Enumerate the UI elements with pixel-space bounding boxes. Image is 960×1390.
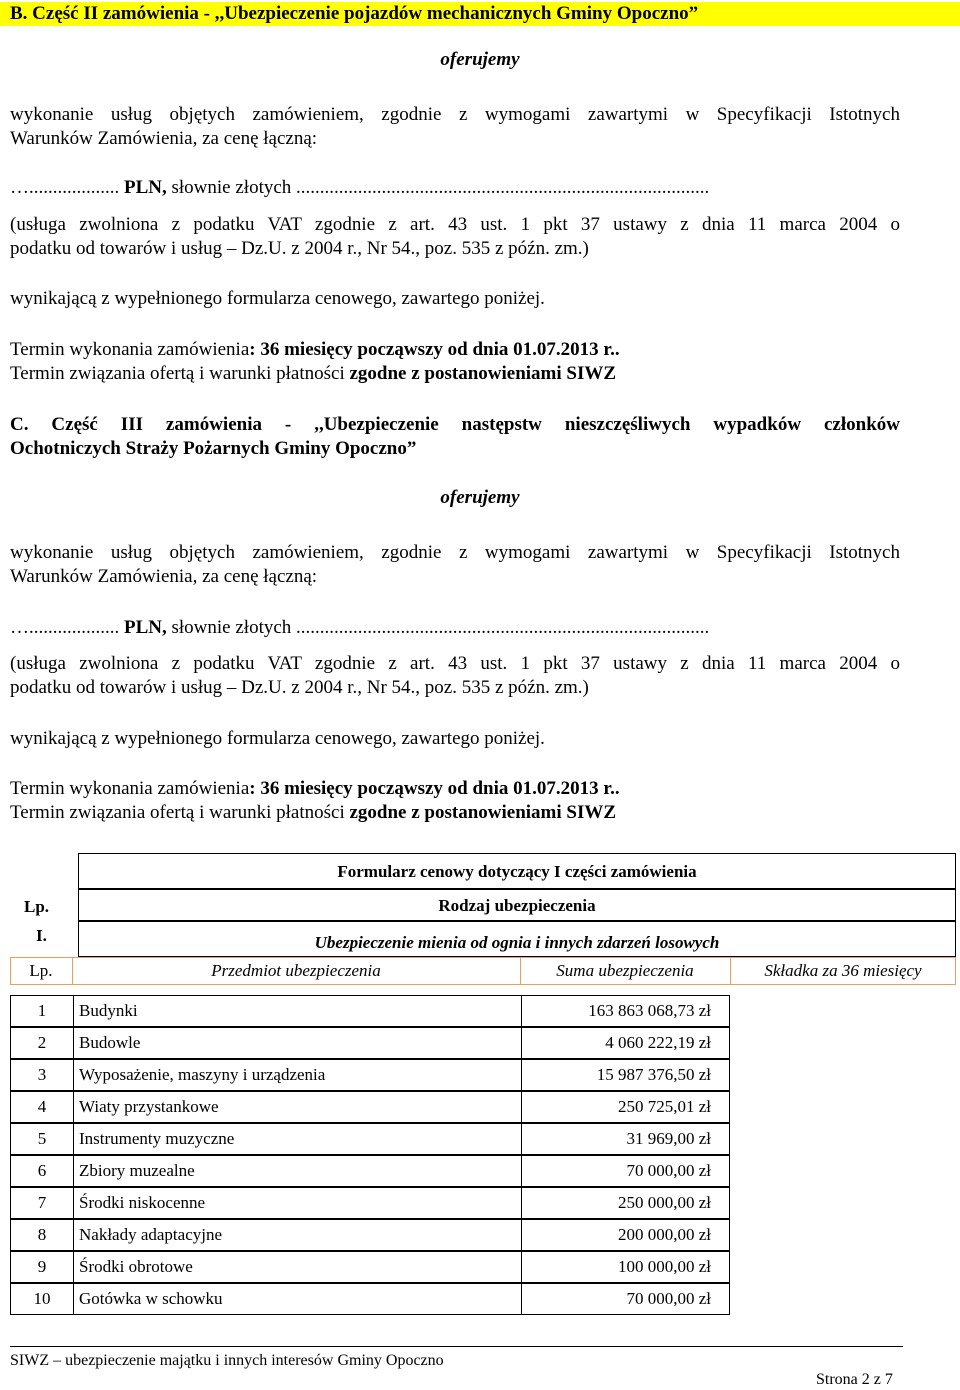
form-section-num: I.: [36, 926, 47, 945]
price-words: słownie złotych .......................................................................................: [166, 617, 710, 638]
footer-rule: [10, 1346, 903, 1347]
section-b-line2: Warunków Zamówienia, za cenę łączną:: [10, 128, 318, 149]
section-b-term-bind: [10, 362, 616, 386]
section-b-vat-line2: podatku od towarów i usług – Dz.U. z 2004 r., Nr 54., poz. 535 z późn. zm.): [10, 238, 589, 259]
cell-divider: [521, 1124, 522, 1154]
row-subject: Zbiory muzealne: [79, 1161, 195, 1180]
table-row: [10, 1283, 730, 1315]
row-subject: Wiaty przystankowe: [79, 1097, 219, 1116]
table-row: [10, 1059, 730, 1091]
section-b-term-exec: [10, 338, 620, 362]
row-number: 2: [11, 1028, 74, 1058]
cell-divider: [521, 1092, 522, 1122]
row-subject: Instrumenty muzyczne: [79, 1129, 235, 1148]
col-premium: Składka za 36 miesięcy: [764, 961, 922, 980]
row-subject: Wyposażenie, maszyny i urządzenia: [79, 1065, 326, 1084]
row-sum: 200 000,00 zł: [617, 1225, 711, 1244]
section-b-line1: wykonanie usług objętych zamówieniem, zgodnie z wymogami zawartymi w Specyfikacji Istotnych: [10, 104, 900, 125]
section-b-price: [10, 176, 709, 200]
row-subject: Gotówka w schowku: [79, 1289, 223, 1308]
section-b-offer: oferujemy: [440, 49, 520, 70]
row-subject: Budynki: [79, 1001, 138, 1020]
row-subject: Budowle: [79, 1033, 141, 1052]
cell-divider: [521, 1060, 522, 1090]
row-subject: Środki obrotowe: [79, 1257, 193, 1276]
term-bind-label: Termin związania ofertą i warunki płatności: [10, 363, 350, 384]
col-lp: Lp.: [29, 961, 53, 980]
section-c-vat-line2: podatku od towarów i usług – Dz.U. z 2004 r., Nr 54., poz. 535 z późn. zm.): [10, 677, 589, 698]
row-number: 10: [11, 1284, 74, 1314]
row-subject: Środki niskocenne: [79, 1193, 206, 1212]
form-title: Formularz cenowy dotyczący I części zamówienia: [337, 862, 697, 881]
section-c-line2: Warunków Zamówienia, za cenę łączną:: [10, 566, 318, 587]
row-number: 6: [11, 1156, 74, 1186]
section-b-vat-line1: (usługa zwolniona z podatku VAT zgodnie z art. 43 ust. 1 pkt 37 ustawy z dnia 11 marca 2004 o: [10, 214, 900, 235]
row-number: 8: [11, 1220, 74, 1250]
term-exec-label: Termin wykonania zamówienia: [10, 778, 250, 799]
form-section-name: Ubezpieczenie mienia od ognia i innych zdarzeń losowych: [314, 933, 720, 952]
table-row: [10, 1091, 730, 1123]
section-c-term-bind: [10, 801, 616, 825]
footer-text: SIWZ – ubezpieczenie majątku i innych interesów Gminy Opoczno: [10, 1352, 444, 1369]
price-prefix: …...................: [10, 617, 120, 638]
section-c-price: [10, 616, 709, 640]
cell-divider: [521, 1220, 522, 1250]
term-bind-value: zgodne z postanowieniami SIWZ: [349, 802, 617, 823]
table-row: [10, 1251, 730, 1283]
section-b-heading: B. Część II zamówienia - ,,Ubezpieczenie pojazdów mechanicznych Gminy Opoczno”: [0, 2, 960, 26]
row-sum: 15 987 376,50 zł: [596, 1065, 711, 1084]
section-c-line1: wykonanie usług objętych zamówieniem, zgodnie z wymogami zawartymi w Specyfikacji Istotnych: [10, 542, 900, 563]
col-sum: Suma ubezpieczenia: [556, 961, 694, 980]
row-number: 9: [11, 1252, 74, 1282]
table-row: [10, 1219, 730, 1251]
row-sum: 250 000,00 zł: [617, 1193, 711, 1212]
cell-divider: [521, 1028, 522, 1058]
term-exec-label: Termin wykonania zamówienia: [10, 339, 250, 360]
table-row: [10, 1027, 730, 1059]
row-sum: 100 000,00 zł: [617, 1257, 711, 1276]
table-row: [10, 995, 730, 1027]
table-row: [10, 1155, 730, 1187]
table-row: [10, 1187, 730, 1219]
row-sum: 70 000,00 zł: [626, 1161, 711, 1180]
table-row: [10, 1123, 730, 1155]
row-number: 4: [11, 1092, 74, 1122]
cell-divider: [521, 1252, 522, 1282]
row-number: 3: [11, 1060, 74, 1090]
section-c-heading-line1: C. Część III zamówienia - ,,Ubezpieczenie następstw nieszczęśliwych wypadków członków: [10, 414, 900, 435]
cell-divider: [521, 1188, 522, 1218]
price-pln: PLN,: [124, 617, 167, 638]
row-sum: 70 000,00 zł: [626, 1289, 711, 1308]
row-sum: 31 969,00 zł: [626, 1129, 711, 1148]
section-c-heading-line2: Ochotniczych Straży Pożarnych Gminy Opoczno”: [10, 438, 417, 459]
price-prefix: …...................: [10, 177, 120, 198]
term-bind-label: Termin związania ofertą i warunki płatności: [10, 802, 350, 823]
row-number: 5: [11, 1124, 74, 1154]
row-sum: 163 863 068,73 zł: [588, 1001, 711, 1020]
row-sum: 4 060 222,19 zł: [605, 1033, 711, 1052]
form-lp-header: Lp.: [24, 897, 50, 916]
section-c-offer: oferujemy: [440, 487, 520, 508]
page-number: Strona 2 z 7: [816, 1371, 893, 1388]
cell-divider: [521, 1284, 522, 1314]
term-exec-value: : 36 miesięcy począwszy od dnia 01.07.2013 r..: [249, 778, 620, 799]
row-number: 7: [11, 1188, 74, 1218]
section-c-resulting: wynikającą z wypełnionego formularza cenowego, zawartego poniżej.: [10, 728, 545, 749]
price-words: słownie złotych .......................................................................................: [166, 177, 710, 198]
cell-divider: [521, 996, 522, 1026]
term-exec-value: : 36 miesięcy począwszy od dnia 01.07.2013 r..: [249, 339, 620, 360]
row-subject: Nakłady adaptacyjne: [79, 1225, 223, 1244]
section-c-term-exec: [10, 777, 620, 801]
price-pln: PLN,: [124, 177, 167, 198]
section-b-resulting: wynikającą z wypełnionego formularza cenowego, zawartego poniżej.: [10, 288, 545, 309]
row-sum: 250 725,01 zł: [617, 1097, 711, 1116]
section-c-vat-line1: (usługa zwolniona z podatku VAT zgodnie z art. 43 ust. 1 pkt 37 ustawy z dnia 11 marca 2004 o: [10, 653, 900, 674]
term-bind-value: zgodne z postanowieniami SIWZ: [349, 363, 617, 384]
col-subject: Przedmiot ubezpieczenia: [211, 961, 381, 980]
form-type-header: Rodzaj ubezpieczenia: [438, 896, 596, 915]
cell-divider: [521, 1156, 522, 1186]
row-number: 1: [11, 996, 74, 1026]
